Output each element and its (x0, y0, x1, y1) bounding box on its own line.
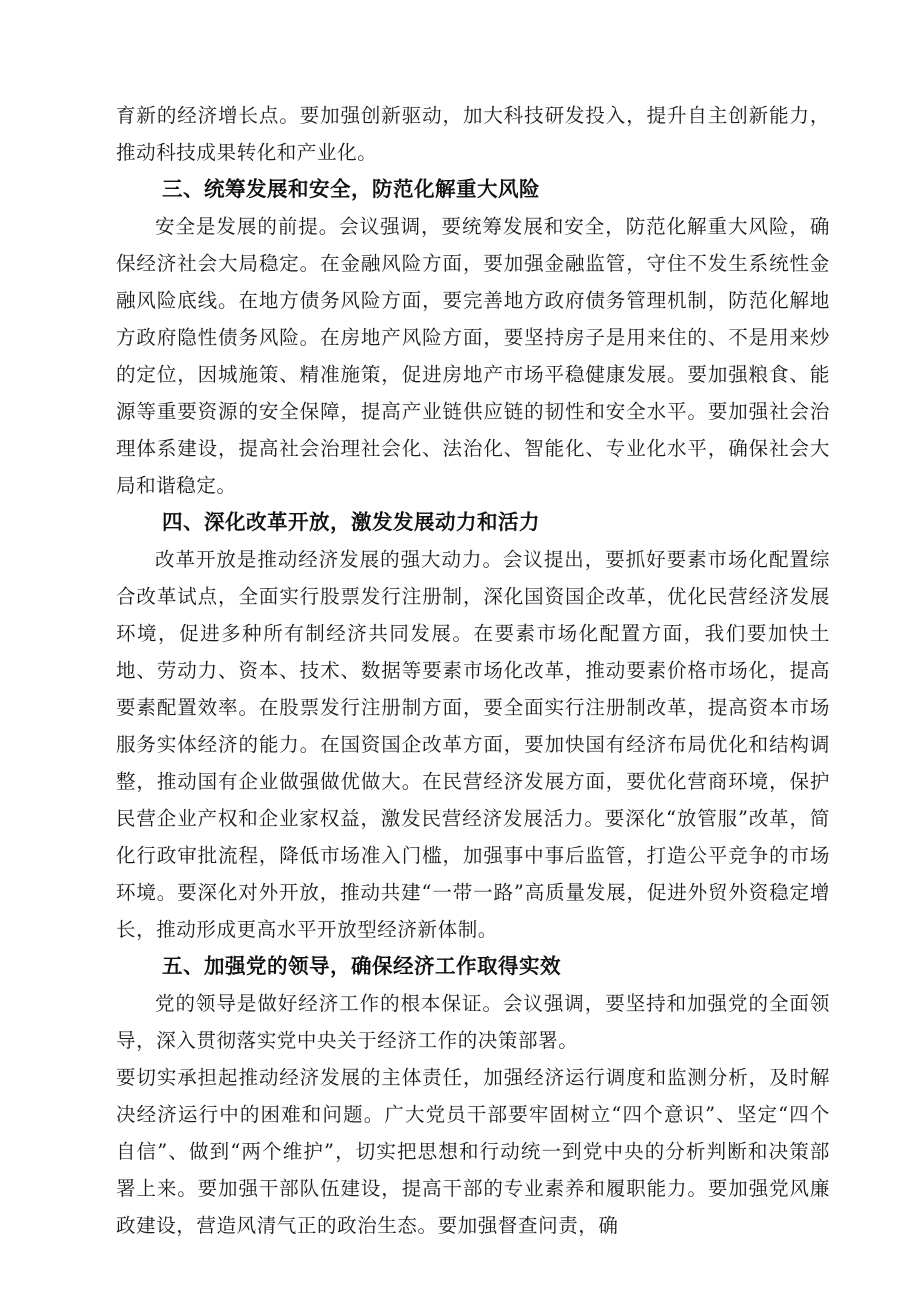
section-heading-5: 五、加强党的领导，确保经济工作取得实效 (162, 954, 561, 978)
paragraph-reform: 改革开放是推动经济发展的强大动力。会议提出，要抓好要素市场化配置综合改革试点，全面实行股票发行注册制，深化国资国企改革，优化民营经济发展环境，促进多种所有制经济共同发展。在要素市场化配置方面，我们要加快土地、劳动力、资本、技术、数据等要素市场化改革，推动要素价格市场化，提高要素配置效率。在股票发行注册制方面，要全面实行注册制改革，提高资本市场服务实体经济的能力。在国资国企改革方面，要加快国有经济布局优化和结构调整，推动国有企业做强做优做大。在民营经济发展方面，要优化营商环境，保护民营企业产权和企业家权益，激发民营经济发展活力。要深化“放管服”改革，简化行政审批流程，降低市场准入门槛，加强事中事后监管，打造公平竞争的市场环境。要深化对外开放，推动共建“一带一路”高质量发展，促进外贸外资稳定增长，推动形成更高水平开放型经济新体制。 (116, 548, 830, 941)
paragraph-party-leadership: 党的领导是做好经济工作的根本保证。会议强调，要坚持和加强党的全面领导，深入贯彻落实党中央关于经济工作的决策部署。 (116, 992, 830, 1052)
document-page (116, 97, 830, 1244)
section-heading-3: 三、统筹发展和安全，防范化解重大风险 (162, 177, 540, 201)
paragraph-security: 安全是发展的前提。会议强调，要统筹发展和安全，防范化解重大风险，确保经济社会大局稳定。在金融风险方面，要加强金融监管，守住不发生系统性金融风险底线。在地方债务风险方面，要完善地方政府债务管理机制，防范化解地方政府隐性债务风险。在房地产风险方面，要坚持房子是用来住的、不是用来炒的定位，因城施策、精准施策，促进房地产市场平稳健康发展。要加强粮食、能源等重要资源的安全保障，提高产业链供应链的韧性和安全水平。要加强社会治理体系建设，提高社会治理社会化、法治化、智能化、专业化水平，确保社会大局和谐稳定。 (116, 215, 830, 497)
section-heading-4: 四、深化改革开放，激发发展动力和活力 (162, 510, 540, 534)
paragraph-innovation-tail: 育新的经济增长点。要加强创新驱动，加大科技研发投入，提升自主创新能力，推动科技成果转化和产业化。 (116, 104, 830, 164)
paragraph-party-responsibility: 要切实承担起推动经济发展的主体责任，加强经济运行调度和监测分析，及时解决经济运行中的困难和问题。广大党员干部要牢固树立“四个意识”、坚定“四个自信”、做到“两个维护”，切实把思想和行动统一到党中央的分析判断和决策部署上来。要加强干部队伍建设，提高干部的专业素养和履职能力。要加强党风廉政建设，营造风清气正的政治生态。要加强督查问责，确 (116, 1066, 830, 1237)
